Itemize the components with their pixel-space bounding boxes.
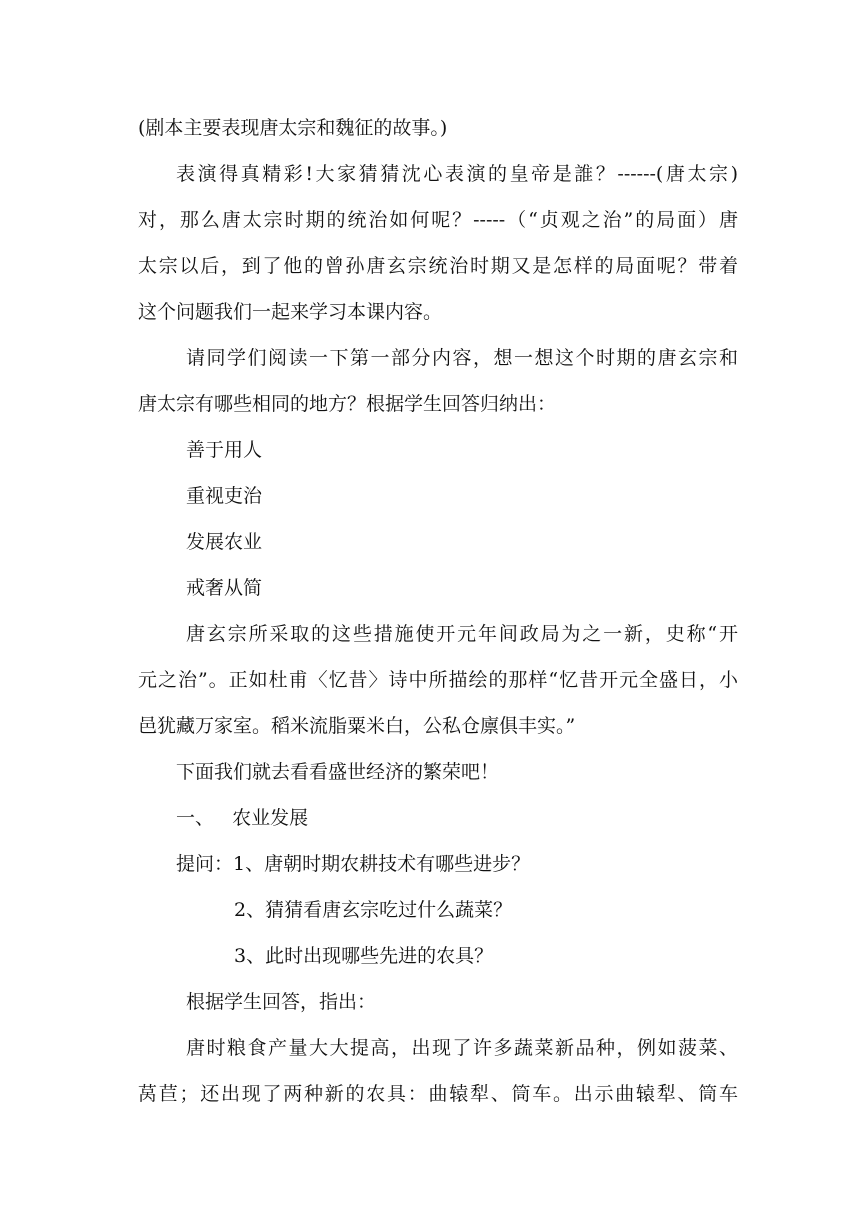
text-line-13: 元之治”。正如杜甫〈忆昔〉诗中所描绘的那样“忆昔开元全盛日，小 <box>138 669 738 691</box>
text-line-1: (剧本主要表现唐太宗和魏征的故事。) <box>138 117 448 139</box>
text-line-12: 唐玄宗所采取的这些措施使开元年间政局为之一新，史称“开 <box>186 623 738 645</box>
question-3: 3、此时出现哪些先进的农具？ <box>234 945 494 967</box>
text-line-20: 根据学生回答，指出： <box>186 991 377 1013</box>
text-line-2: 表演得真精彩!大家猜猜沈心表演的皇帝是誰？------(唐太宗) <box>176 163 738 185</box>
list-item-1: 善于用人 <box>186 439 263 461</box>
text-line-21: 唐时粮食产量大大提高，出现了许多蔬菜新品种，例如菠菜、 <box>186 1037 738 1059</box>
list-item-2: 重视吏治 <box>186 485 263 507</box>
list-item-4: 戒奢从简 <box>186 577 263 599</box>
text-line-14: 邑犹藏万家室。稻米流脂粟米白，公私仓廪俱丰实。” <box>138 715 576 737</box>
text-line-22: 莴苣；还出现了两种新的农具：曲辕犁、筒车。出示曲辕犁、筒车 <box>138 1083 738 1105</box>
list-item-3: 发展农业 <box>186 531 263 553</box>
text-line-4: 太宗以后，到了他的曾孙唐玄宗统治时期又是怎样的局面呢？带着 <box>138 255 738 277</box>
text-line-3: 对，那么唐太宗时期的统治如何呢？-----（“贞观之治”的局面）唐 <box>138 209 738 231</box>
text-line-6: 请同学们阅读一下第一部分内容，想一想这个时期的唐玄宗和 <box>186 347 738 369</box>
text-line-15: 下面我们就去看看盛世经济的繁荣吧！ <box>176 761 500 783</box>
question-2: 2、猜猜看唐玄宗吃过什么蔬菜？ <box>234 899 513 921</box>
text-line-5: 这个问题我们一起来学习本课内容。 <box>138 301 443 323</box>
section-heading: 一、 农业发展 <box>176 807 309 829</box>
question-1: 提问：1、唐朝时期农耕技术有哪些进步？ <box>176 853 531 875</box>
text-line-7: 唐太宗有哪些相同的地方？根据学生回答归纳出： <box>138 393 557 415</box>
